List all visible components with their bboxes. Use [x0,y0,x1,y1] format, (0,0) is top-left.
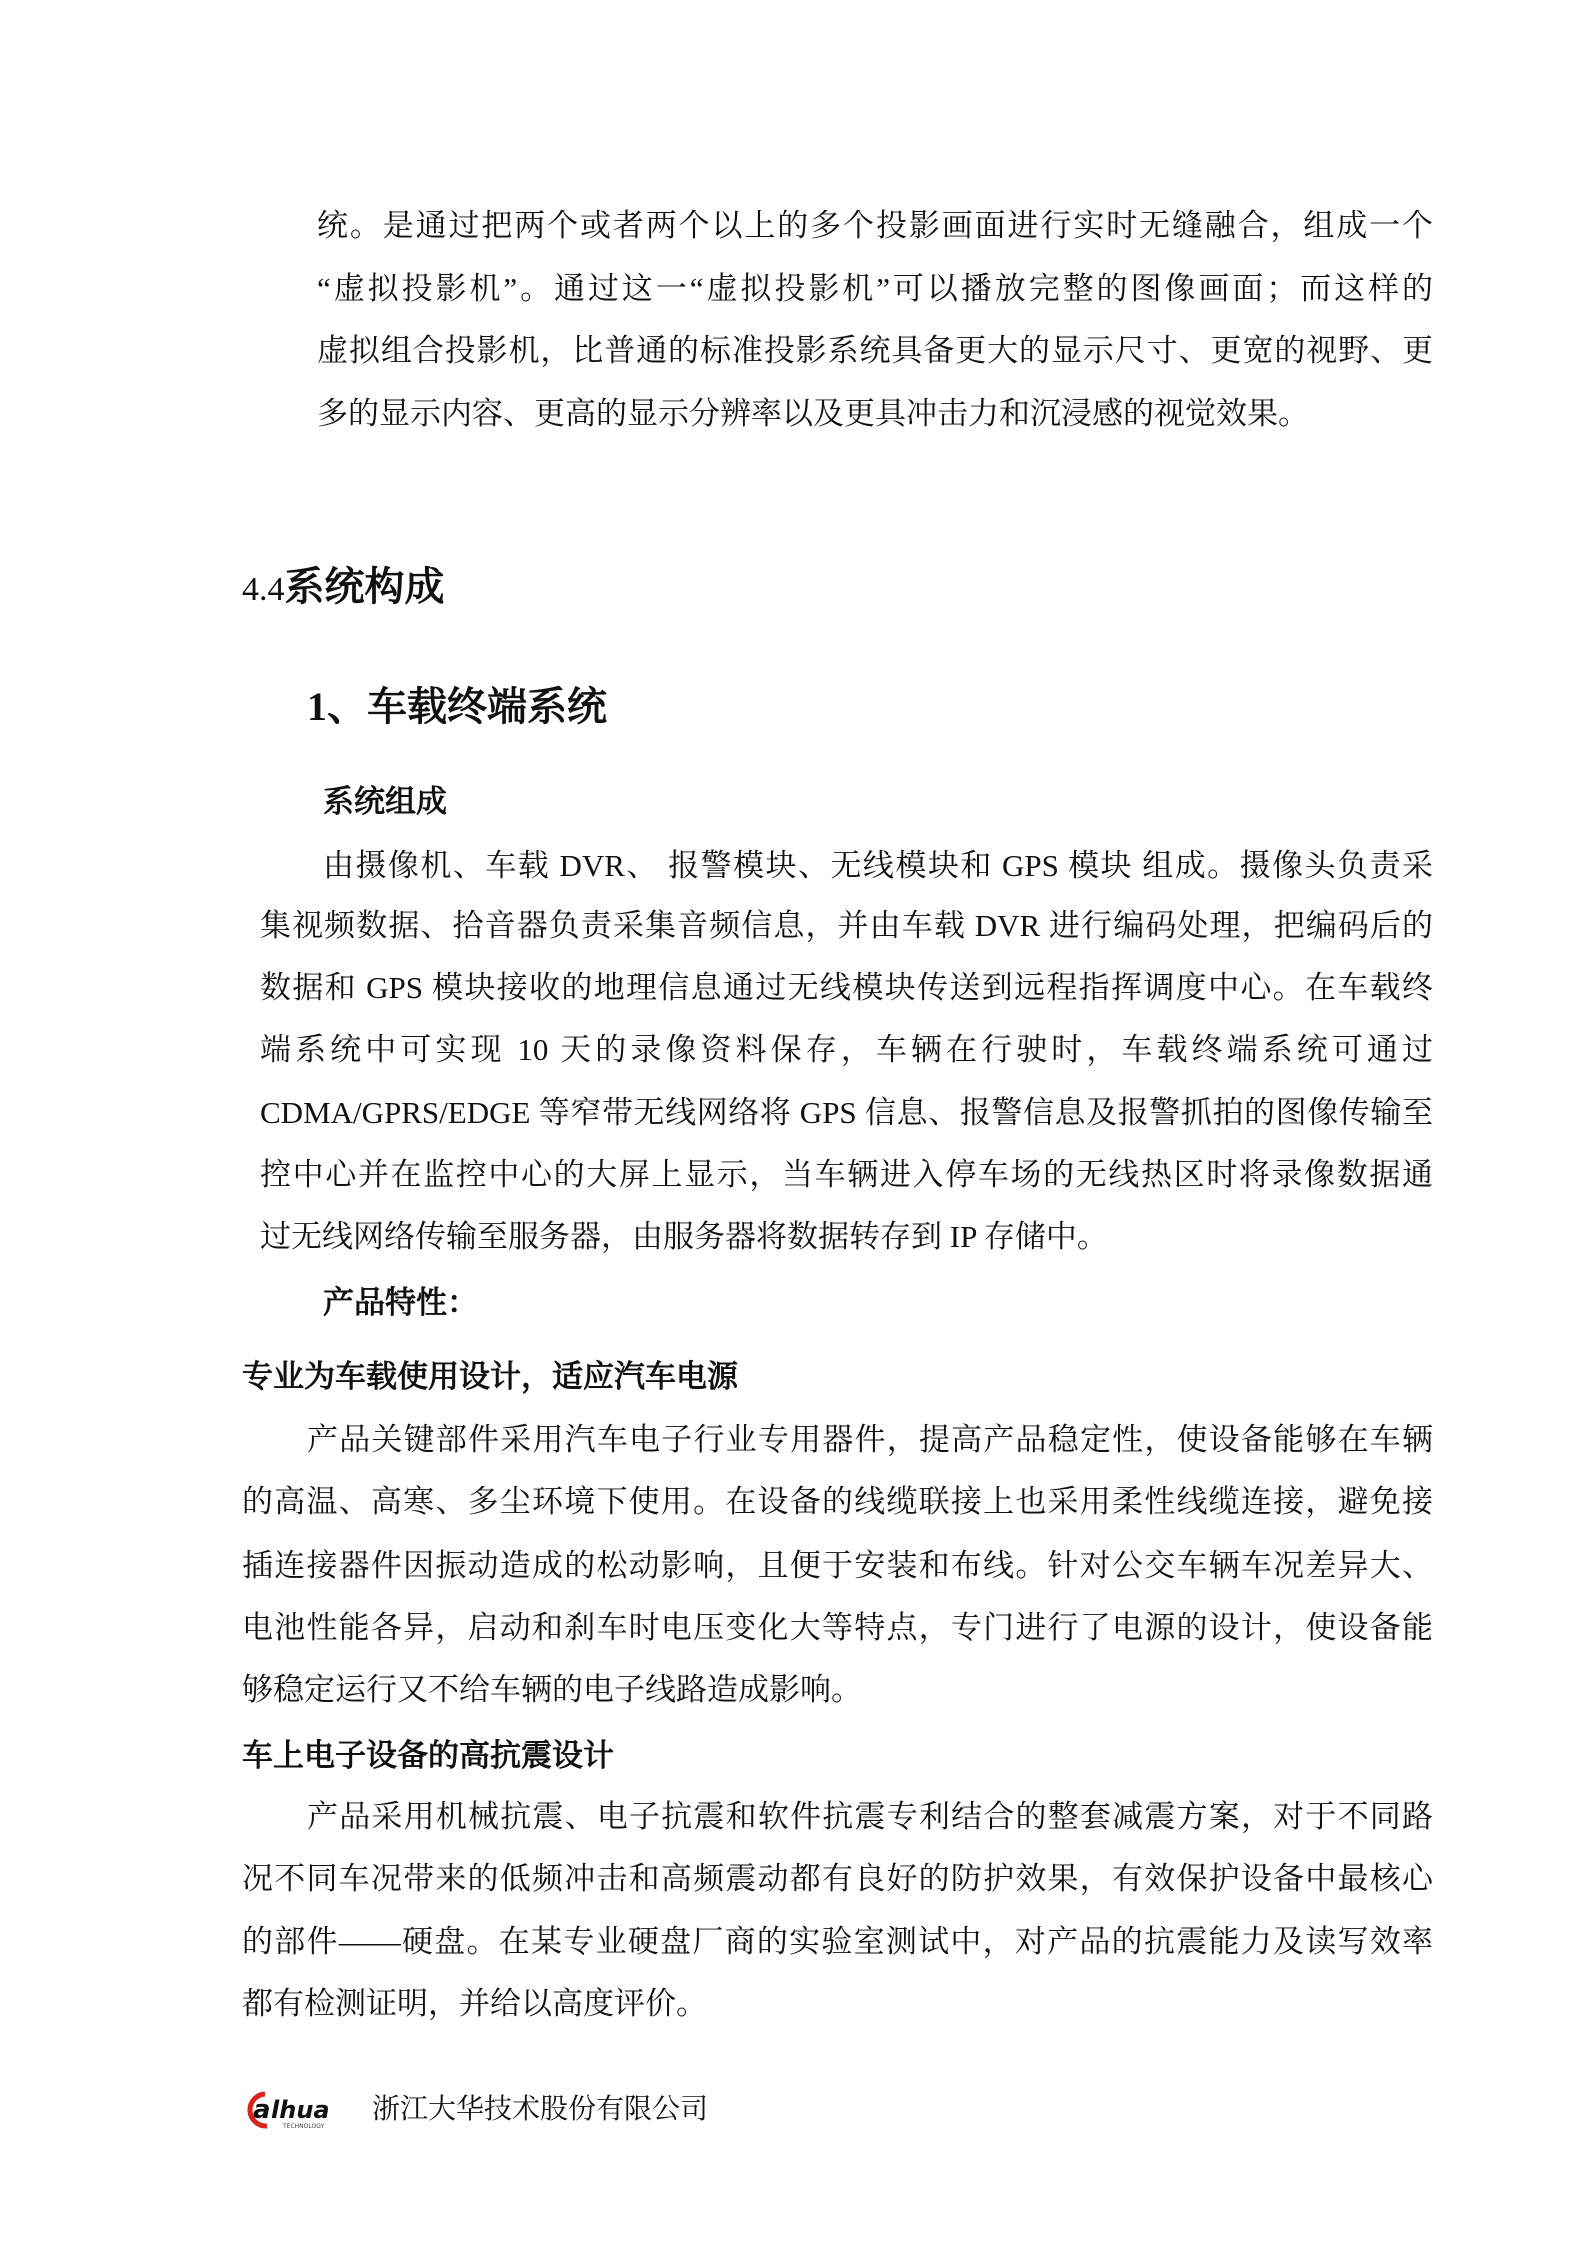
section-number: 4.4 [242,571,285,608]
text-line: “虚拟投影机”。通过这一“虚拟投影机”可以播放完整的图像画面；而这样的 [317,271,1433,306]
text-line: 都有检测证明，并给以高度评价。 [242,1986,707,2021]
text-line: 统。是通过把两个或者两个以上的多个投影画面进行实时无缝融合，组成一个 [317,208,1433,243]
features-heading: 产品特性： [323,1285,478,1320]
text-line: 多的显示内容、更高的显示分辨率以及更具冲击力和沉浸感的视觉效果。 [317,396,1309,431]
text-line: 由摄像机、车载 DVR、 报警模块、无线模块和 GPS 模块 组成。摄像头负责采 [323,848,1433,883]
dahua-logo-icon [245,2086,345,2136]
text-line: 控中心并在监控中心的大屏上显示，当车辆进入停车场的无线热区时将录像数据通 [260,1157,1433,1192]
section-heading [242,562,445,615]
feature1-title: 专业为车载使用设计，适应汽车电源 [242,1359,738,1394]
footer-company: 浙江大华技术股份有限公司 [372,2094,709,2125]
text-line: CDMA/GPRS/EDGE 等窄带无线网络将 GPS 信息、报警信息及报警抓拍的图像传输至 [260,1095,1433,1130]
text-line: 产品关键部件采用汽车电子行业专用器件，提高产品稳定性，使设备能够在车辆 [307,1422,1433,1457]
text-line: 插连接器件因振动造成的松动影响，且便于安装和布线。针对公交车辆车况差异大、 [242,1548,1433,1583]
text-line: 够稳定运行又不给车辆的电子线路造成影响。 [242,1672,862,1707]
subsection-heading: 1、车载终端系统 [307,684,607,729]
text-line: 集视频数据、拾音器负责采集音频信息，并由车载 DVR 进行编码处理，把编码后的 [260,908,1433,943]
text-line: 端系统中可实现 10 天的录像资料保存，车辆在行驶时，车载终端系统可通过 [260,1032,1433,1067]
text-line: 的部件——硬盘。在某专业硬盘厂商的实验室测试中，对产品的抗震能力及读写效率 [242,1924,1433,1959]
text-line: 产品采用机械抗震、电子抗震和软件抗震专利结合的整套减震方案，对于不同路 [307,1799,1433,1834]
section-title: 系统构成 [284,564,445,609]
composition-heading: 系统组成 [323,784,447,819]
svg-text:lhua: lhua [271,2096,330,2124]
svg-text:TECHNOLOGY: TECHNOLOGY [283,2123,325,2130]
text-line: 的高温、高寒、多尘环境下使用。在设备的线缆联接上也采用柔性线缆连接，避免接 [242,1484,1433,1519]
feature2-title: 车上电子设备的高抗震设计 [242,1738,614,1773]
dahua-logo [245,2086,345,2136]
text-line: 电池性能各异，启动和刹车时电压变化大等特点，专门进行了电源的设计，使设备能 [242,1610,1433,1645]
text-line: 虚拟组合投影机，比普通的标准投影系统具备更大的显示尺寸、更宽的视野、更 [317,333,1433,368]
text-line: 况不同车况带来的低频冲击和高频震动都有良好的防护效果，有效保护设备中最核心 [242,1861,1433,1896]
svg-text:a: a [253,2095,271,2125]
text-line: 过无线网络传输至服务器，由服务器将数据转存到 IP 存储中。 [260,1219,1108,1254]
text-line: 数据和 GPS 模块接收的地理信息通过无线模块传送到远程指挥调度中心。在车载终 [260,970,1433,1005]
